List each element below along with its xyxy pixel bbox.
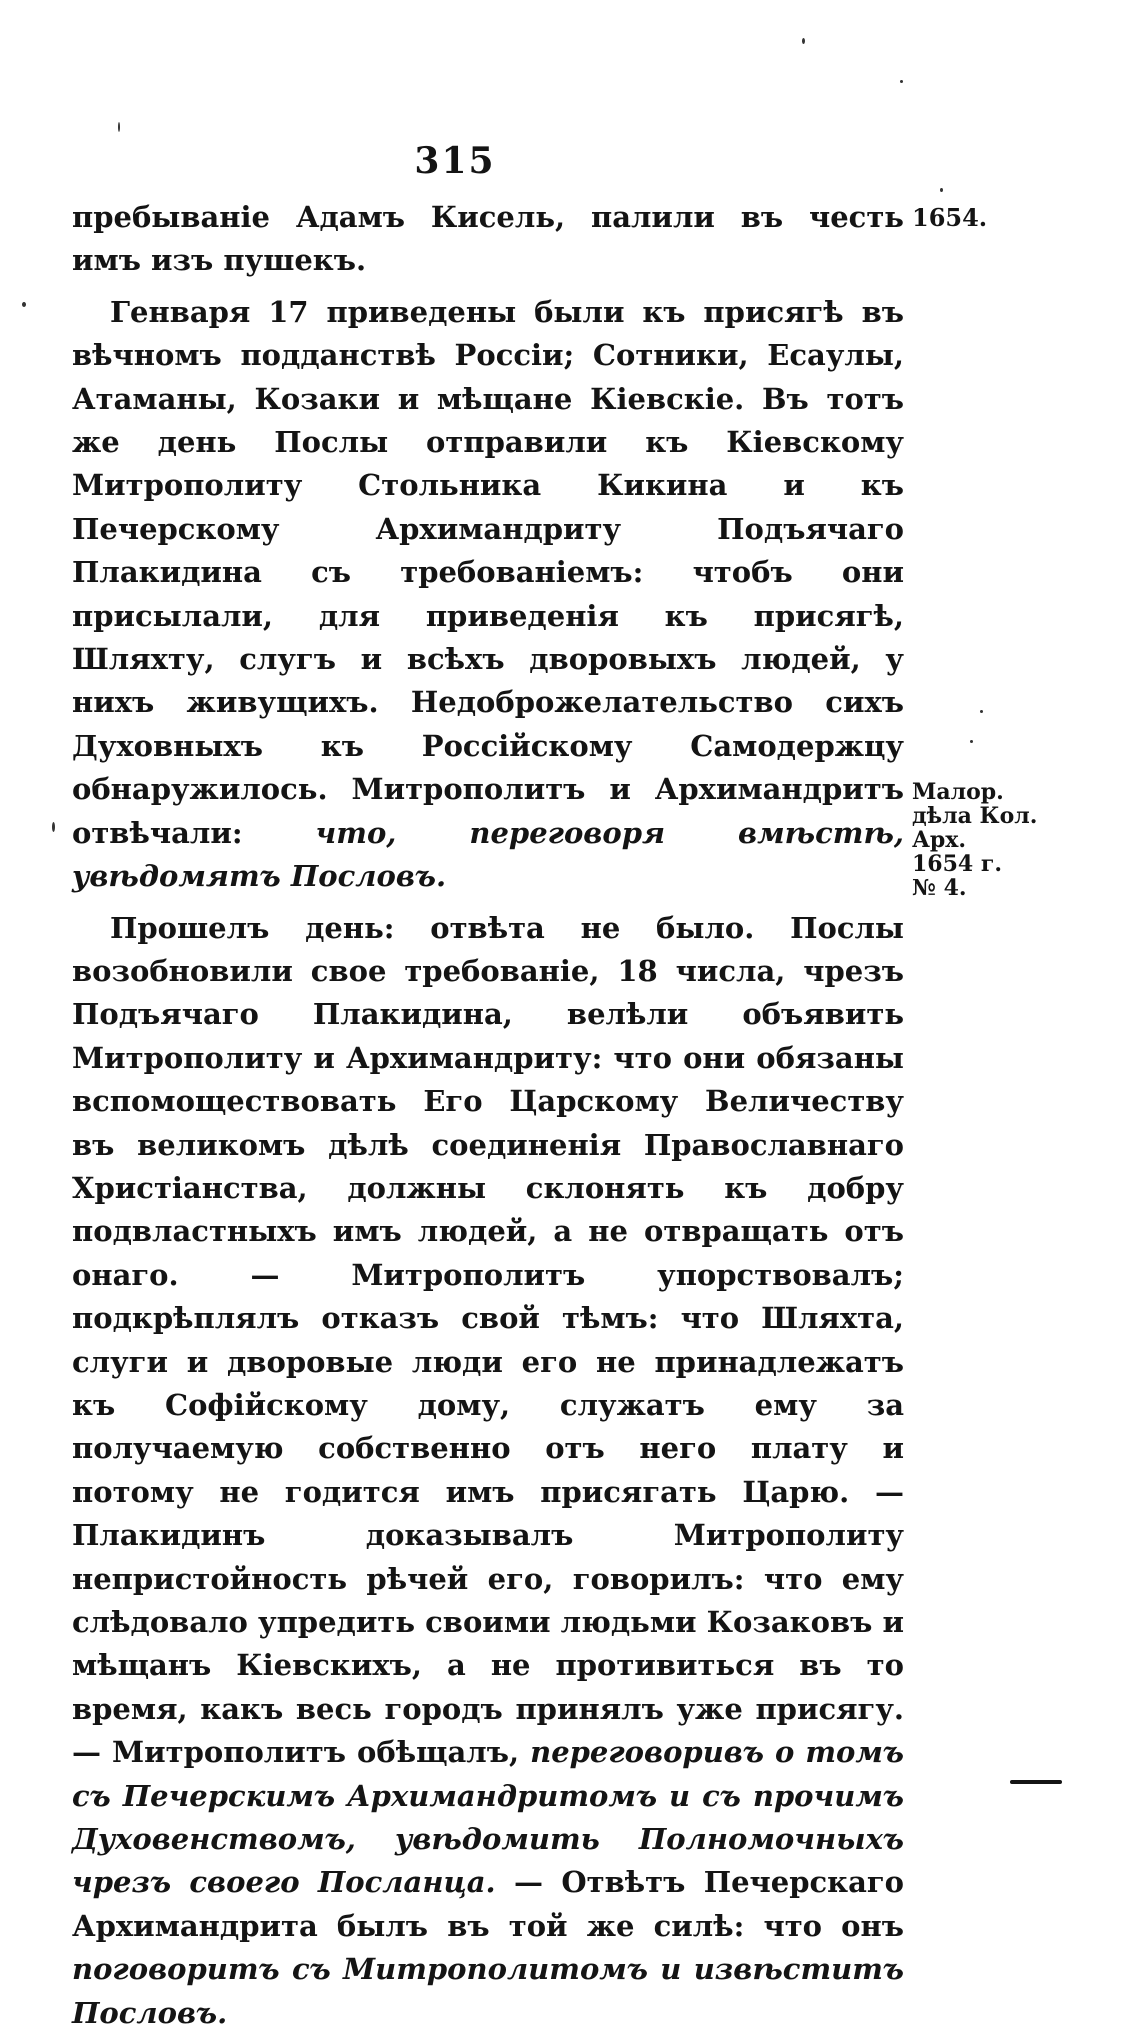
paragraph-3-text-b: — Отвѣтъ Печерскаго Архимандрита былъ въ той же силѣ: что онъ bbox=[72, 1865, 904, 1943]
scan-speck bbox=[940, 188, 943, 192]
margin-note-year: 1654. bbox=[912, 203, 988, 232]
margin-note-source bbox=[912, 780, 1037, 900]
scan-speck bbox=[52, 822, 55, 832]
scan-speck bbox=[22, 302, 26, 307]
paragraph-2-italic: что, переговоря вмѣстѣ, увѣдомятъ Пословъ. bbox=[72, 815, 904, 894]
scan-speck bbox=[900, 80, 903, 83]
paragraph-1: пребываніе Адамъ Кисель, палили въ честь имъ изъ пушекъ. bbox=[72, 200, 904, 278]
paragraph-3-italic-a: переговоривъ о томъ съ Печерскимъ Архимандритомъ и съ прочимъ Духовенствомъ, увѣдомить Полномочныхъ чрезъ своего Посланца. bbox=[72, 1735, 905, 1900]
page-number: 315 bbox=[414, 140, 496, 182]
body-text bbox=[72, 196, 904, 2043]
end-dash-mark bbox=[1010, 1780, 1062, 1784]
paragraph-2-text: Генваря 17 приведены были къ присягѣ въ вѣчномъ подданствѣ Россіи; Сотники, Есаулы, Атаманы, Козаки и мѣщане Кіевскіе. Въ тотъ же день Послы отправили къ Кіевскому Митрополиту Стольника Кикина и къ Печерскому Архимандриту Подъячаго Плакидина съ требованіемъ: чтобъ они присылали, для приведенія къ присягѣ, Шляхту, слугъ и всѣхъ дворовыхъ людей, у нихъ живущихъ. Недоброжелательство сихъ Духовныхъ къ Россійскому Самодержцу обнаружилось. Митрополитъ и Архимандритъ отвѣчали: bbox=[72, 294, 904, 850]
paragraph-2 bbox=[72, 291, 904, 899]
scan-speck bbox=[980, 710, 983, 713]
margin-note-line: № 4. bbox=[912, 875, 967, 901]
margin-note-line: 1654 г. bbox=[912, 851, 1003, 877]
margin-note-line: Арх. bbox=[912, 827, 967, 853]
margin-note-line: дѣла Кол. bbox=[912, 803, 1038, 829]
scan-speck bbox=[802, 38, 805, 44]
paragraph-3-text-a: Прошелъ день: отвѣта не было. Послы возобновили свое требованіе, 18 числа, чрезъ Подъячаго Плакидина, велѣли объявить Митрополиту и Архимандриту: что они обязаны вспомоществовать Его Царскому Величеству въ великомъ дѣлѣ соединенія Православнаго Христіанства, должны склонять къ добру подвластныхъ имъ людей, а не отвращать отъ онаго. — Митрополитъ упорствовалъ; подкрѣплялъ отказъ свой тѣмъ: что Шляхта, слуги и дворовые люди его не принадлежатъ къ Софійскому дому, служатъ ему за получаемую собственно отъ него плату и потому не годится имъ присягать Царю. — Плакидинъ доказывалъ Митрополиту непристойность рѣчей его, говорилъ: что ему слѣдовало упредить своими людьми Козаковъ и мѣщанъ Кіевскихъ, а не противиться въ то время, какъ весь городъ принялъ уже присягу. — Митрополитъ обѣщалъ, bbox=[72, 910, 904, 1770]
margin-note-line: Малор. bbox=[912, 779, 1004, 805]
scan-speck bbox=[118, 122, 120, 132]
scan-speck bbox=[970, 740, 973, 743]
paragraph-3 bbox=[72, 907, 904, 2036]
paragraph-3-italic-b: поговоритъ съ Митрополитомъ и извѣститъ Пословъ. bbox=[72, 1952, 904, 2030]
